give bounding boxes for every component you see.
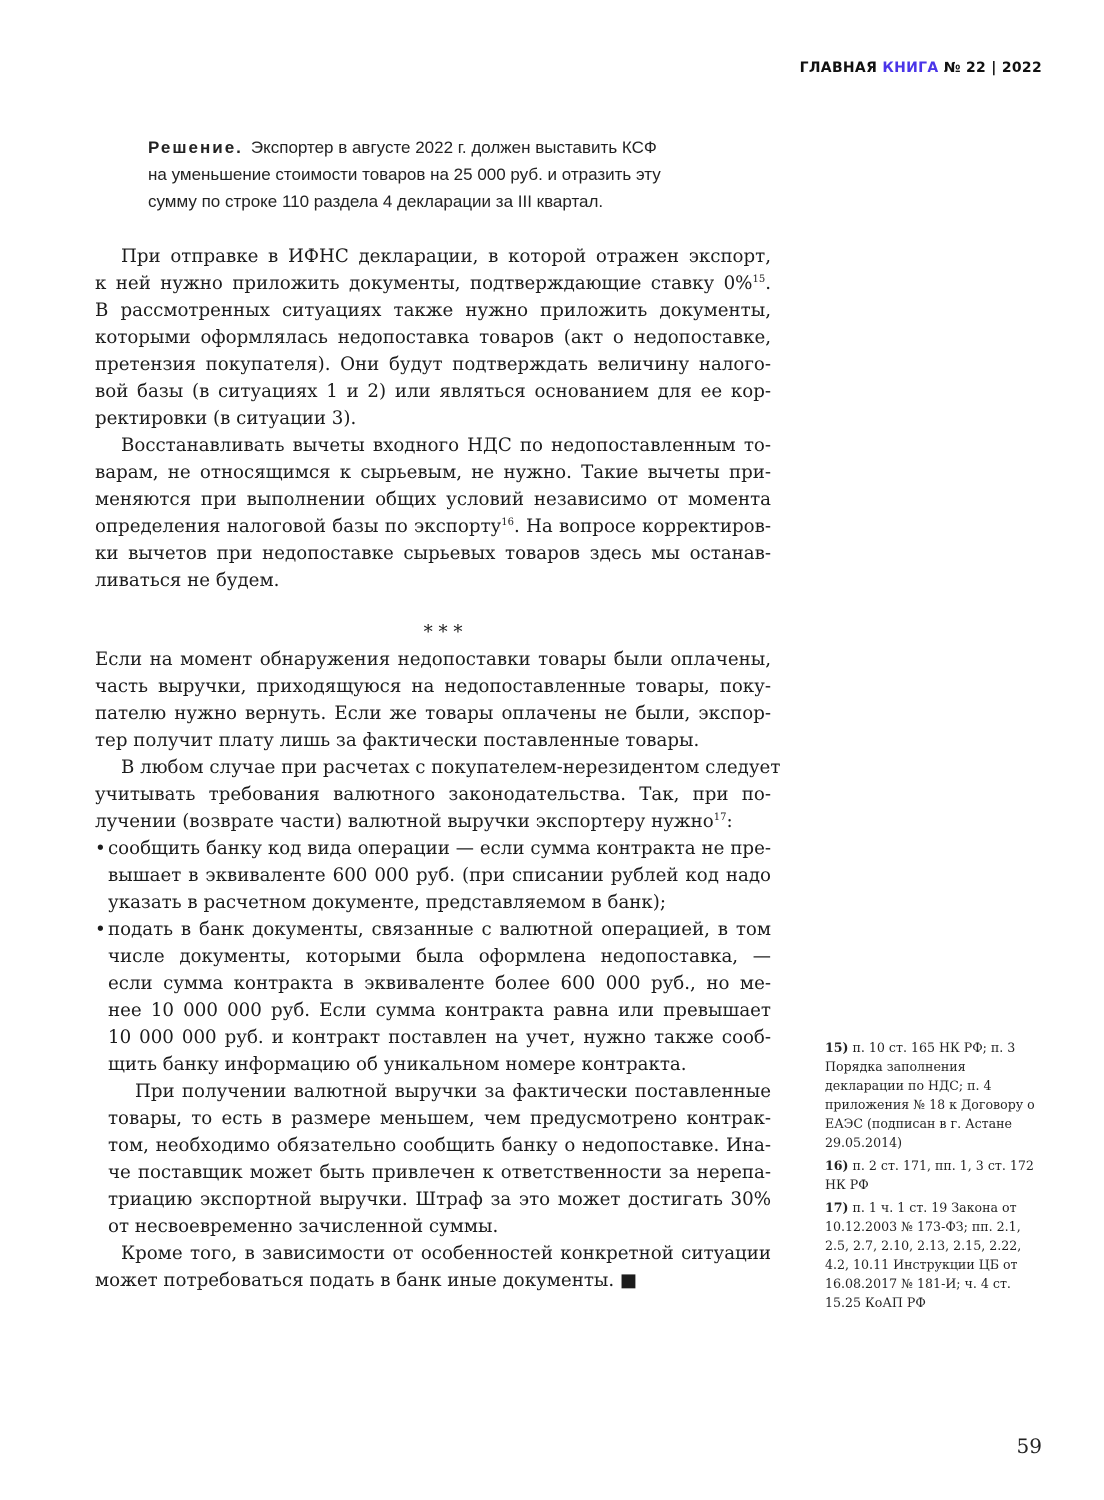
line-text: триацию экспортной выручки. Штраф за это может достигать 30% — [108, 1189, 771, 1210]
line-text: . На вопросе корректиров- — [513, 516, 771, 537]
text-line — [95, 781, 771, 808]
line-text: претензия покупателя). Они будут подтверждать величину налого- — [95, 354, 771, 375]
line-text: варам, не относящимся к сырьевым, не нужно. Такие вычеты при- — [95, 462, 771, 483]
text-line — [108, 1186, 771, 1213]
text-line — [95, 432, 771, 459]
line-text: В рассмотренных ситуациях также нужно приложить документы, — [95, 300, 771, 321]
text-line — [95, 1240, 771, 1267]
line-text: учитывать требования валютного законодательства. Так, при по- — [95, 784, 771, 805]
solution-line: Экспортер в августе 2022 г. должен выставить КСФ — [250, 138, 657, 157]
text-line — [95, 700, 771, 727]
line-text: . — [765, 273, 771, 294]
issue-number: № 22 | 2022 — [943, 60, 1042, 76]
text-line — [95, 297, 771, 324]
footnote-number: 15) — [825, 1040, 849, 1055]
line-text: меняются при выполнении общих условий независимо от момента — [95, 489, 771, 510]
line-text: если сумма контракта в эквиваленте более 600 000 руб., но ме- — [108, 973, 771, 994]
text-line — [95, 808, 771, 835]
text-line — [108, 1105, 771, 1132]
paragraph — [95, 1240, 771, 1294]
text-line — [95, 646, 771, 673]
text-line — [95, 378, 771, 405]
line-text: : — [726, 811, 733, 832]
paragraph — [95, 243, 771, 432]
text-line — [108, 943, 771, 970]
paragraph — [95, 432, 771, 594]
page-number: 59 — [1016, 1434, 1042, 1458]
text-line — [95, 486, 771, 513]
footnote-ref: 15 — [752, 274, 766, 285]
line-text: может потребоваться подать в банк иные документы. ■ — [95, 1270, 638, 1291]
paragraph — [95, 754, 781, 835]
line-text: В любом случае при расчетах с покупателем-нерезидентом следует — [121, 757, 781, 778]
footnote — [825, 1038, 1040, 1152]
line-text: сообщить банку код вида операции — если сумма контракта не пре- — [108, 838, 771, 859]
text-line — [95, 459, 771, 486]
text-line — [95, 513, 771, 540]
paragraph — [108, 1078, 771, 1240]
bullet-item — [95, 916, 771, 1078]
bullet-marker: • — [95, 838, 106, 859]
text-line — [95, 243, 771, 270]
line-text: вышает в эквиваленте 600 000 руб. (при списании рублей код надо — [108, 865, 771, 886]
line-text: часть выручки, приходящуюся на недопоставленные товары, поку- — [95, 676, 771, 697]
text-line — [108, 1078, 771, 1105]
line-text: ректировки (в ситуации 3). — [95, 408, 357, 429]
text-line — [108, 1159, 771, 1186]
text-line — [95, 324, 771, 351]
text-line — [108, 1051, 771, 1078]
magazine-header — [800, 60, 1042, 76]
footnote-number: 16) — [825, 1158, 849, 1173]
footnotes — [825, 1038, 1040, 1316]
line-text: Кроме того, в зависимости от особенностей конкретной ситуации — [121, 1243, 771, 1264]
text-line — [108, 997, 771, 1024]
text-line — [108, 1213, 771, 1240]
text-line — [108, 1024, 771, 1051]
solution-line: на уменьшение стоимости товаров на 25 000 руб. и отразить эту — [148, 165, 661, 184]
line-text: определения налоговой базы по экспорту — [95, 516, 502, 537]
line-text: щить банку информацию об уникальном номере контракта. — [108, 1054, 687, 1075]
text-line — [108, 835, 771, 862]
bullet-item — [95, 835, 771, 916]
line-text: ливаться не будем. — [95, 570, 280, 591]
line-text: Восстанавливать вычеты входного НДС по недопоставленным то- — [121, 435, 771, 456]
line-text: тер получит плату лишь за фактически поставленные товары. — [95, 730, 700, 751]
paragraph — [95, 646, 771, 754]
brand-accent: КНИГА — [882, 60, 939, 76]
text-line — [108, 1132, 771, 1159]
text-line — [108, 970, 771, 997]
text-line — [95, 727, 771, 754]
line-text: При получении валютной выручки за фактически поставленные — [135, 1081, 771, 1102]
line-text: вой базы (в ситуациях 1 и 2) или являться основанием для ее кор- — [95, 381, 771, 402]
text-line — [95, 754, 781, 781]
line-text: 10 000 000 руб. и контракт поставлен на учет, нужно также сооб- — [108, 1027, 771, 1048]
section-divider: * * * — [423, 622, 463, 643]
text-line — [95, 673, 771, 700]
footnote — [825, 1198, 1040, 1312]
footnote-number: 17) — [825, 1200, 849, 1215]
line-text: че поставщик может быть привлечен к ответственности за нерепа- — [108, 1162, 771, 1183]
text-line — [108, 862, 771, 889]
article-body — [95, 243, 781, 1294]
footnote-text: п. 10 ст. 165 НК РФ; п. 3 Порядка заполнения декларации по НДС; п. 4 приложения № 18 к Договору о ЕАЭС (подписан в г. Астане 29.05.2014) — [825, 1040, 1035, 1150]
line-text: том, необходимо обязательно сообщить банку о недопоставке. Ина- — [108, 1135, 771, 1156]
line-text: лучении (возврате части) валютной выручки экспортеру нужно — [95, 811, 714, 832]
text-line — [95, 270, 771, 297]
line-text: от несвоевременно зачисленной суммы. — [108, 1216, 499, 1237]
text-line — [95, 1267, 771, 1294]
text-line — [95, 351, 771, 378]
bullet-marker: • — [95, 919, 106, 940]
solution-box — [148, 134, 768, 215]
line-text: Если на момент обнаружения недопоставки товары были оплачены, — [95, 649, 771, 670]
text-line — [108, 889, 771, 916]
text-line — [95, 405, 771, 432]
text-line — [108, 916, 771, 943]
line-text: ки вычетов при недопоставке сырьевых товаров здесь мы останав- — [95, 543, 771, 564]
line-text: подать в банк документы, связанные с валютной операцией, в том — [108, 919, 771, 940]
brand-main: ГЛАВНАЯ — [799, 60, 878, 76]
line-text: числе документы, которыми была оформлена недопоставка, — — [108, 946, 771, 967]
footnote-text: п. 2 ст. 171, пп. 1, 3 ст. 172 НК РФ — [825, 1158, 1034, 1192]
text-line — [95, 567, 771, 594]
footnote — [825, 1156, 1040, 1194]
footnote-ref: 16 — [501, 517, 514, 528]
solution-label: Решение. — [148, 138, 243, 157]
line-text: которыми оформлялась недопоставка товаров (акт о недопоставке, — [95, 327, 771, 348]
footnote-ref: 17 — [713, 812, 727, 823]
line-text: нее 10 000 000 руб. Если сумма контракта равна или превышает — [108, 1000, 771, 1021]
line-text: к ней нужно приложить документы, подтверждающие ставку 0% — [95, 273, 753, 294]
line-text: пателю нужно вернуть. Если же товары оплачены не были, экспор- — [95, 703, 771, 724]
line-text: указать в расчетном документе, представляемом в банк); — [108, 892, 666, 913]
footnote-text: п. 1 ч. 1 ст. 19 Закона от 10.12.2003 № 173-ФЗ; пп. 2.1, 2.5, 2.7, 2.10, 2.13, 2.15, 2.22, 4.2, 10.11 Инструкции ЦБ от 16.08.2017 № 181-И; ч. 4 ст. 15.25 КоАП РФ — [825, 1200, 1022, 1310]
solution-line: сумму по строке 110 раздела 4 декларации за III квартал. — [148, 192, 604, 211]
line-text: товары, то есть в размере меньшем, чем предусмотрено контрак- — [108, 1108, 771, 1129]
text-line — [95, 540, 771, 567]
line-text: При отправке в ИФНС декларации, в которой отражен экспорт, — [121, 246, 771, 267]
